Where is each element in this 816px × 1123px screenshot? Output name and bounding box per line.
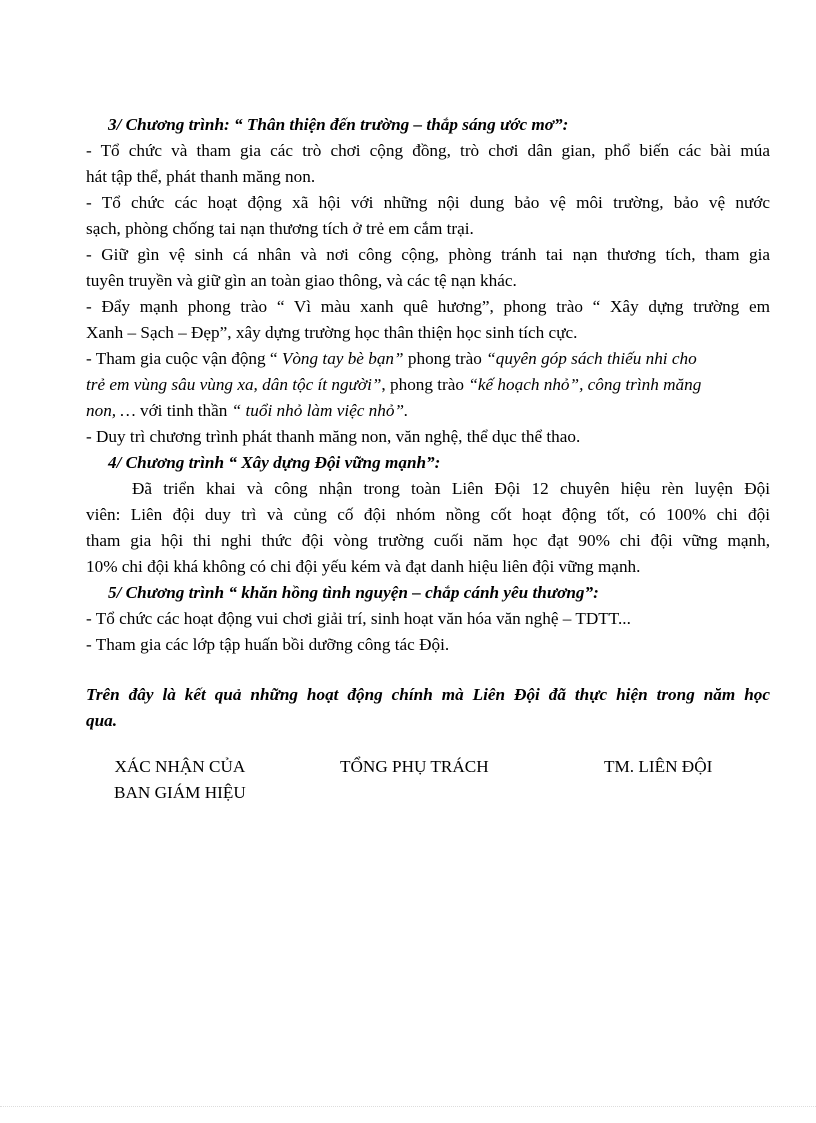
section-3-bullet-3-line-1: - Giữ gìn vệ sinh cá nhân và nơi công cộng, phòng tránh tai nạn thương tích, tham gia (86, 245, 770, 264)
signature-general-in-charge: TỔNG PHỤ TRÁCH (340, 757, 489, 776)
signature-block (86, 754, 770, 806)
section-3-bullet-1-line-1: - Tổ chức và tham gia các trò chơi cộng đồng, trò chơi dân gian, phổ biến các bài múa (86, 141, 770, 160)
section-3-bullet-4-line-2: Xanh – Sạch – Đẹp”, xây dựng trường học thân thiện học sinh tích cực. (86, 323, 578, 342)
quoted-campaign: “quyên góp sách thiếu nhi cho (486, 349, 697, 368)
section-3-bullet-5-line-1 (86, 346, 770, 372)
section-4-heading: 4/ Chương trình “ Xây dựng Đội vững mạnh”: (108, 453, 441, 472)
text-run: phong trào (403, 349, 487, 368)
section-5-heading: 5/ Chương trình “ khăn hồng tình nguyện – chắp cánh yêu thương”: (108, 583, 599, 602)
signature-title-line-1: XÁC NHẬN CỦA (114, 757, 246, 776)
section-3-bullet-5-line-2 (86, 372, 770, 398)
section-4-paragraph-line-3: tham gia hội thi nghi thức đội vòng trường cuối năm học đạt 90% chi đội vững mạnh, (86, 531, 770, 550)
spacer (86, 658, 770, 682)
section-3-bullet-2-line-2: sạch, phòng chống tai nạn thương tích ở trẻ em cắm trại. (86, 219, 474, 238)
section-4-paragraph-line-1: Đã triển khai và công nhận trong toàn Liên Đội 12 chuyên hiệu rèn luyện Đội (132, 479, 770, 498)
summary-line-1: Trên đây là kết quả những hoạt động chính mà Liên Đội đã thực hiện trong năm học (86, 685, 770, 704)
section-4-paragraph-line-2: viên: Liên đội duy trì và củng cố đội nhóm nồng cốt hoạt động tốt, có 100% chi đội (86, 505, 770, 524)
section-3-bullet-3-line-2: tuyên truyền và giữ gìn an toàn giao thông, và các tệ nạn khác. (86, 271, 517, 290)
section-3-bullet-4-line-1: - Đẩy mạnh phong trào “ Vì màu xanh quê hương”, phong trào “ Xây dựng trường em (86, 297, 770, 316)
signature-team-representative: TM. LIÊN ĐỘI (604, 757, 713, 776)
text-run: với tinh thần (135, 401, 232, 420)
signature-title-line-2: BAN GIÁM HIỆU (114, 783, 246, 802)
section-5-bullet-1: - Tổ chức các hoạt động vui chơi giải trí, sinh hoạt văn hóa văn nghệ – TDTT... (86, 609, 631, 628)
section-3-heading: 3/ Chương trình: “ Thân thiện đến trường – thắp sáng ước mơ”: (108, 115, 569, 134)
quoted-campaign: “kế hoạch nhỏ”, công trình măng (468, 375, 702, 394)
document-page (86, 112, 770, 806)
spacer (86, 734, 770, 754)
section-4-paragraph-line-4: 10% chi đội khá không có chi đội yếu kém và đạt danh hiệu liên đội vững mạnh. (86, 557, 641, 576)
section-3-bullet-5-line-3 (86, 398, 770, 424)
section-3-bullet-1-line-2: hát tập thể, phát thanh măng non. (86, 167, 316, 186)
quoted-campaign: “ tuổi nhỏ làm việc nhỏ”. (231, 401, 409, 420)
text-run: , phong trào (381, 375, 469, 394)
quoted-campaign: Vòng tay bè bạn” (281, 349, 404, 368)
section-3-bullet-2-line-1: - Tổ chức các hoạt động xã hội với những nội dung bảo vệ môi trường, bảo vệ nước (86, 193, 770, 212)
section-5-bullet-2: - Tham gia các lớp tập huấn bồi dưỡng công tác Đội. (86, 635, 450, 654)
text-run: - Tham gia cuộc vận động “ (86, 349, 282, 368)
section-3-bullet-6: - Duy trì chương trình phát thanh măng non, văn nghệ, thể dục thể thao. (86, 427, 581, 446)
quoted-campaign: non, … (86, 401, 136, 420)
page-bottom-rule (0, 1106, 816, 1107)
summary-line-2: qua. (86, 711, 118, 730)
quoted-campaign: trẻ em vùng sâu vùng xa, dân tộc ít người” (86, 375, 382, 394)
signature-principal-board (114, 754, 246, 806)
